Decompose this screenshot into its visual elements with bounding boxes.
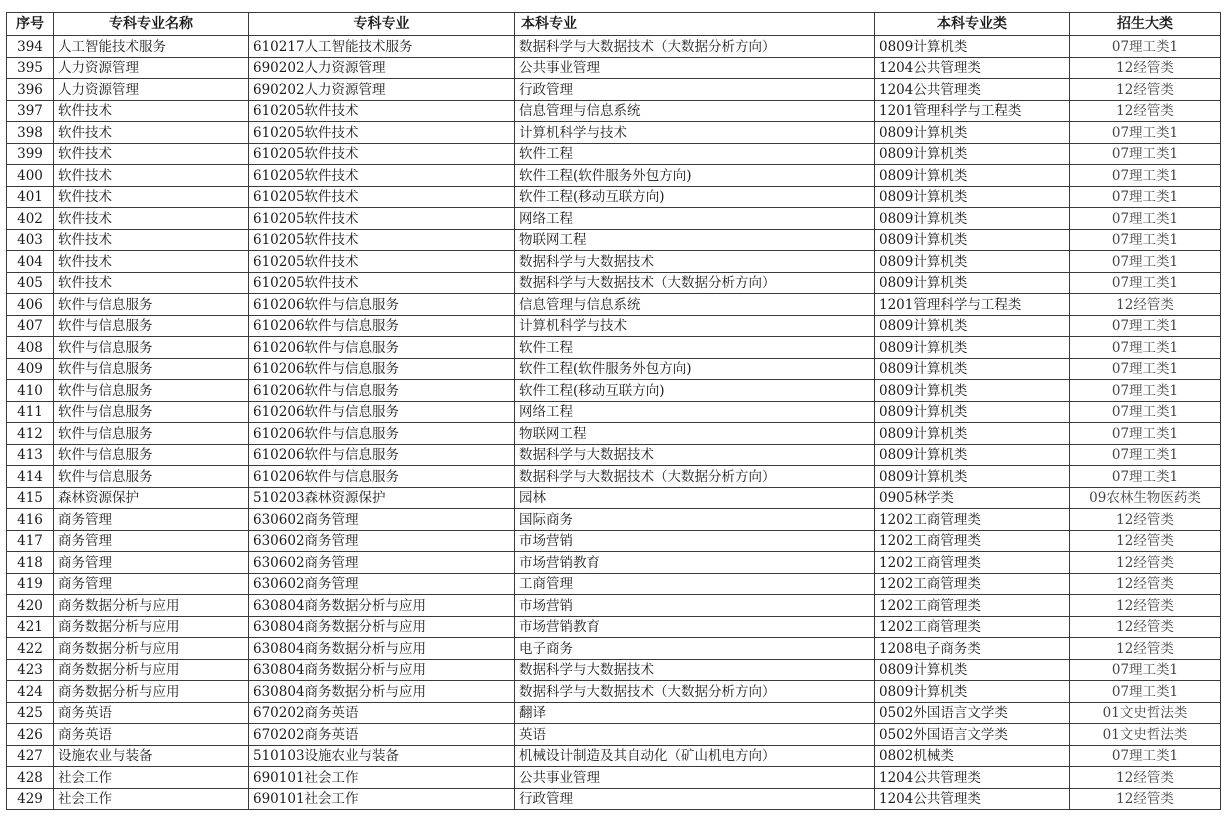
cell-category: 07理工类1 <box>1070 380 1221 402</box>
cell-benke-class: 0809计算机类 <box>875 251 1070 273</box>
cell-zhuanke-name: 设施农业与装备 <box>54 745 249 767</box>
cell-benke: 市场营销 <box>515 595 875 617</box>
cell-zhuanke: 610205软件技术 <box>249 100 515 122</box>
cell-benke-class: 0502外国语言文学类 <box>875 702 1070 724</box>
cell-zhuanke: 630804商务数据分析与应用 <box>249 659 515 681</box>
table-row <box>7 251 1221 273</box>
cell-zhuanke-name: 软件技术 <box>54 229 249 251</box>
table-row <box>7 315 1221 337</box>
cell-benke: 物联网工程 <box>515 229 875 251</box>
cell-seq: 421 <box>7 616 54 638</box>
cell-benke: 信息管理与信息系统 <box>515 100 875 122</box>
cell-zhuanke-name: 软件技术 <box>54 186 249 208</box>
cell-benke-class: 0809计算机类 <box>875 208 1070 230</box>
cell-seq: 427 <box>7 745 54 767</box>
cell-zhuanke: 670202商务英语 <box>249 724 515 746</box>
cell-zhuanke: 690202人力资源管理 <box>249 79 515 101</box>
cell-zhuanke: 610206软件与信息服务 <box>249 294 515 316</box>
table-row <box>7 745 1221 767</box>
cell-zhuanke-name: 软件与信息服务 <box>54 315 249 337</box>
cell-category: 07理工类1 <box>1070 423 1221 445</box>
cell-zhuanke-name: 商务数据分析与应用 <box>54 595 249 617</box>
cell-zhuanke: 630602商务管理 <box>249 509 515 531</box>
cell-benke: 数据科学与大数据技术（大数据分析方向） <box>515 466 875 488</box>
cell-category: 12经管类 <box>1070 530 1221 552</box>
table-row <box>7 401 1221 423</box>
cell-category: 07理工类1 <box>1070 444 1221 466</box>
table-row <box>7 122 1221 144</box>
table-row <box>7 573 1221 595</box>
cell-category: 07理工类1 <box>1070 186 1221 208</box>
cell-seq: 428 <box>7 767 54 789</box>
table-row <box>7 659 1221 681</box>
table-row <box>7 530 1221 552</box>
cell-category: 07理工类1 <box>1070 208 1221 230</box>
cell-benke-class: 0809计算机类 <box>875 337 1070 359</box>
cell-zhuanke-name: 人工智能技术服务 <box>54 36 249 58</box>
cell-category: 07理工类1 <box>1070 272 1221 294</box>
cell-zhuanke: 630804商务数据分析与应用 <box>249 681 515 703</box>
cell-seq: 426 <box>7 724 54 746</box>
cell-zhuanke: 610206软件与信息服务 <box>249 358 515 380</box>
cell-seq: 416 <box>7 509 54 531</box>
cell-zhuanke-name: 软件技术 <box>54 165 249 187</box>
cell-category: 01文史哲法类 <box>1070 724 1221 746</box>
cell-zhuanke-name: 软件与信息服务 <box>54 294 249 316</box>
cell-category: 07理工类1 <box>1070 745 1221 767</box>
cell-category: 12经管类 <box>1070 767 1221 789</box>
cell-benke: 市场营销教育 <box>515 616 875 638</box>
cell-benke: 公共事业管理 <box>515 57 875 79</box>
table-row <box>7 423 1221 445</box>
cell-category: 12经管类 <box>1070 509 1221 531</box>
table-header <box>7 13 1221 36</box>
cell-benke-class: 0809计算机类 <box>875 659 1070 681</box>
cell-benke: 行政管理 <box>515 79 875 101</box>
cell-zhuanke: 610206软件与信息服务 <box>249 380 515 402</box>
table-row <box>7 788 1221 810</box>
cell-benke: 计算机科学与技术 <box>515 315 875 337</box>
table-row <box>7 143 1221 165</box>
cell-zhuanke-name: 软件与信息服务 <box>54 358 249 380</box>
cell-zhuanke: 610205软件技术 <box>249 186 515 208</box>
cell-zhuanke: 610205软件技术 <box>249 208 515 230</box>
cell-zhuanke-name: 商务数据分析与应用 <box>54 681 249 703</box>
cell-zhuanke: 630804商务数据分析与应用 <box>249 595 515 617</box>
cell-benke: 软件工程(移动互联方向) <box>515 380 875 402</box>
table-row <box>7 509 1221 531</box>
cell-zhuanke-name: 人力资源管理 <box>54 79 249 101</box>
cell-zhuanke-name: 软件与信息服务 <box>54 380 249 402</box>
cell-benke: 园林 <box>515 487 875 509</box>
cell-seq: 396 <box>7 79 54 101</box>
cell-zhuanke: 690101社会工作 <box>249 767 515 789</box>
cell-category: 07理工类1 <box>1070 659 1221 681</box>
cell-zhuanke-name: 软件与信息服务 <box>54 401 249 423</box>
cell-benke-class: 0809计算机类 <box>875 380 1070 402</box>
cell-seq: 429 <box>7 788 54 810</box>
cell-zhuanke: 630602商务管理 <box>249 552 515 574</box>
cell-seq: 403 <box>7 229 54 251</box>
cell-seq: 394 <box>7 36 54 58</box>
cell-zhuanke-name: 软件技术 <box>54 100 249 122</box>
cell-zhuanke-name: 软件技术 <box>54 272 249 294</box>
table-row <box>7 595 1221 617</box>
cell-category: 07理工类1 <box>1070 143 1221 165</box>
cell-zhuanke: 610205软件技术 <box>249 229 515 251</box>
cell-zhuanke: 630602商务管理 <box>249 573 515 595</box>
cell-category: 12经管类 <box>1070 57 1221 79</box>
major-mapping-table <box>6 12 1221 810</box>
cell-seq: 398 <box>7 122 54 144</box>
cell-benke: 软件工程(软件服务外包方向) <box>515 358 875 380</box>
cell-zhuanke: 610206软件与信息服务 <box>249 337 515 359</box>
cell-zhuanke-name: 商务管理 <box>54 573 249 595</box>
document-page <box>6 12 1220 810</box>
header-benke: 本科专业 <box>515 13 875 36</box>
table-row <box>7 358 1221 380</box>
cell-zhuanke-name: 软件技术 <box>54 251 249 273</box>
cell-zhuanke-name: 商务数据分析与应用 <box>54 638 249 660</box>
cell-seq: 406 <box>7 294 54 316</box>
cell-benke: 数据科学与大数据技术 <box>515 251 875 273</box>
cell-benke: 国际商务 <box>515 509 875 531</box>
cell-zhuanke: 630804商务数据分析与应用 <box>249 638 515 660</box>
cell-benke: 数据科学与大数据技术（大数据分析方向） <box>515 36 875 58</box>
cell-category: 12经管类 <box>1070 100 1221 122</box>
cell-benke: 数据科学与大数据技术 <box>515 444 875 466</box>
table-row <box>7 767 1221 789</box>
cell-zhuanke: 690101社会工作 <box>249 788 515 810</box>
cell-seq: 413 <box>7 444 54 466</box>
cell-zhuanke-name: 软件与信息服务 <box>54 423 249 445</box>
cell-benke-class: 1202工商管理类 <box>875 509 1070 531</box>
cell-zhuanke-name: 软件技术 <box>54 208 249 230</box>
table-row <box>7 466 1221 488</box>
cell-zhuanke: 610206软件与信息服务 <box>249 423 515 445</box>
cell-benke: 数据科学与大数据技术（大数据分析方向） <box>515 272 875 294</box>
cell-seq: 423 <box>7 659 54 681</box>
cell-seq: 411 <box>7 401 54 423</box>
cell-benke-class: 0809计算机类 <box>875 423 1070 445</box>
cell-benke: 英语 <box>515 724 875 746</box>
cell-benke: 软件工程 <box>515 143 875 165</box>
cell-seq: 405 <box>7 272 54 294</box>
table-row <box>7 79 1221 101</box>
cell-benke-class: 0809计算机类 <box>875 165 1070 187</box>
cell-zhuanke: 690202人力资源管理 <box>249 57 515 79</box>
cell-seq: 402 <box>7 208 54 230</box>
cell-zhuanke: 610217人工智能技术服务 <box>249 36 515 58</box>
cell-seq: 400 <box>7 165 54 187</box>
table-row <box>7 380 1221 402</box>
cell-seq: 420 <box>7 595 54 617</box>
cell-zhuanke: 610206软件与信息服务 <box>249 444 515 466</box>
cell-category: 01文史哲法类 <box>1070 702 1221 724</box>
cell-zhuanke-name: 软件技术 <box>54 143 249 165</box>
cell-zhuanke-name: 商务管理 <box>54 509 249 531</box>
cell-benke: 软件工程(移动互联方向) <box>515 186 875 208</box>
cell-benke: 公共事业管理 <box>515 767 875 789</box>
cell-benke: 电子商务 <box>515 638 875 660</box>
cell-benke-class: 0905林学类 <box>875 487 1070 509</box>
cell-benke-class: 0802机械类 <box>875 745 1070 767</box>
cell-zhuanke: 510203森林资源保护 <box>249 487 515 509</box>
cell-seq: 399 <box>7 143 54 165</box>
cell-benke-class: 0809计算机类 <box>875 272 1070 294</box>
table-row <box>7 616 1221 638</box>
cell-seq: 407 <box>7 315 54 337</box>
cell-benke-class: 0809计算机类 <box>875 36 1070 58</box>
cell-benke-class: 1204公共管理类 <box>875 57 1070 79</box>
cell-category: 07理工类1 <box>1070 36 1221 58</box>
cell-benke-class: 0809计算机类 <box>875 122 1070 144</box>
table-row <box>7 724 1221 746</box>
table-row <box>7 208 1221 230</box>
cell-benke: 网络工程 <box>515 401 875 423</box>
cell-benke-class: 0502外国语言文学类 <box>875 724 1070 746</box>
cell-category: 12经管类 <box>1070 552 1221 574</box>
cell-category: 07理工类1 <box>1070 165 1221 187</box>
cell-benke: 市场营销 <box>515 530 875 552</box>
cell-zhuanke: 610205软件技术 <box>249 272 515 294</box>
cell-benke-class: 0809计算机类 <box>875 401 1070 423</box>
cell-category: 12经管类 <box>1070 294 1221 316</box>
cell-zhuanke: 610206软件与信息服务 <box>249 466 515 488</box>
cell-benke: 翻译 <box>515 702 875 724</box>
cell-benke-class: 0809计算机类 <box>875 466 1070 488</box>
cell-category: 12经管类 <box>1070 573 1221 595</box>
cell-category: 07理工类1 <box>1070 358 1221 380</box>
cell-zhuanke-name: 社会工作 <box>54 788 249 810</box>
cell-benke: 机械设计制造及其自动化（矿山机电方向） <box>515 745 875 767</box>
cell-category: 12经管类 <box>1070 595 1221 617</box>
cell-benke-class: 1202工商管理类 <box>875 552 1070 574</box>
cell-zhuanke-name: 人力资源管理 <box>54 57 249 79</box>
cell-benke-class: 0809计算机类 <box>875 444 1070 466</box>
table-row <box>7 487 1221 509</box>
cell-category: 12经管类 <box>1070 788 1221 810</box>
cell-zhuanke: 630602商务管理 <box>249 530 515 552</box>
cell-category: 07理工类1 <box>1070 681 1221 703</box>
cell-benke-class: 0809计算机类 <box>875 143 1070 165</box>
table-row <box>7 294 1221 316</box>
table-row <box>7 36 1221 58</box>
cell-seq: 419 <box>7 573 54 595</box>
cell-zhuanke-name: 森林资源保护 <box>54 487 249 509</box>
cell-benke: 市场营销教育 <box>515 552 875 574</box>
cell-benke: 数据科学与大数据技术（大数据分析方向） <box>515 681 875 703</box>
cell-benke: 网络工程 <box>515 208 875 230</box>
cell-benke-class: 1204公共管理类 <box>875 79 1070 101</box>
cell-seq: 397 <box>7 100 54 122</box>
cell-seq: 401 <box>7 186 54 208</box>
table-row <box>7 552 1221 574</box>
cell-benke: 软件工程 <box>515 337 875 359</box>
table-row <box>7 100 1221 122</box>
cell-benke-class: 0809计算机类 <box>875 229 1070 251</box>
table-row <box>7 444 1221 466</box>
cell-zhuanke: 610206软件与信息服务 <box>249 401 515 423</box>
table-row <box>7 186 1221 208</box>
header-zhuanke-name: 专科专业名称 <box>54 13 249 36</box>
cell-category: 12经管类 <box>1070 79 1221 101</box>
cell-category: 12经管类 <box>1070 638 1221 660</box>
table-row <box>7 702 1221 724</box>
cell-seq: 412 <box>7 423 54 445</box>
cell-zhuanke-name: 软件技术 <box>54 122 249 144</box>
header-benke-class: 本科专业类 <box>875 13 1070 36</box>
table-row <box>7 638 1221 660</box>
table-row <box>7 272 1221 294</box>
cell-seq: 415 <box>7 487 54 509</box>
table-row <box>7 165 1221 187</box>
cell-zhuanke: 610206软件与信息服务 <box>249 315 515 337</box>
cell-zhuanke: 610205软件技术 <box>249 251 515 273</box>
cell-benke: 工商管理 <box>515 573 875 595</box>
cell-benke-class: 1204公共管理类 <box>875 788 1070 810</box>
cell-zhuanke-name: 软件与信息服务 <box>54 444 249 466</box>
cell-category: 07理工类1 <box>1070 466 1221 488</box>
cell-seq: 404 <box>7 251 54 273</box>
cell-category: 07理工类1 <box>1070 337 1221 359</box>
cell-benke-class: 1202工商管理类 <box>875 573 1070 595</box>
cell-category: 07理工类1 <box>1070 122 1221 144</box>
header-category: 招生大类 <box>1070 13 1221 36</box>
cell-zhuanke: 630804商务数据分析与应用 <box>249 616 515 638</box>
header-zhuanke: 专科专业 <box>249 13 515 36</box>
cell-zhuanke-name: 商务数据分析与应用 <box>54 616 249 638</box>
header-row <box>7 13 1221 36</box>
cell-category: 07理工类1 <box>1070 251 1221 273</box>
cell-seq: 418 <box>7 552 54 574</box>
cell-benke: 软件工程(软件服务外包方向) <box>515 165 875 187</box>
table-row <box>7 229 1221 251</box>
cell-benke-class: 1201管理科学与工程类 <box>875 100 1070 122</box>
cell-benke-class: 0809计算机类 <box>875 681 1070 703</box>
header-seq: 序号 <box>7 13 54 36</box>
cell-benke: 物联网工程 <box>515 423 875 445</box>
cell-benke: 行政管理 <box>515 788 875 810</box>
cell-benke: 信息管理与信息系统 <box>515 294 875 316</box>
cell-category: 12经管类 <box>1070 616 1221 638</box>
table-body <box>7 36 1221 810</box>
cell-zhuanke-name: 商务管理 <box>54 552 249 574</box>
table-row <box>7 681 1221 703</box>
cell-category: 09农林生物医药类 <box>1070 487 1221 509</box>
cell-seq: 410 <box>7 380 54 402</box>
cell-benke-class: 1202工商管理类 <box>875 595 1070 617</box>
cell-seq: 395 <box>7 57 54 79</box>
cell-zhuanke-name: 社会工作 <box>54 767 249 789</box>
cell-zhuanke-name: 软件与信息服务 <box>54 337 249 359</box>
cell-seq: 409 <box>7 358 54 380</box>
cell-benke-class: 0809计算机类 <box>875 315 1070 337</box>
cell-seq: 425 <box>7 702 54 724</box>
cell-zhuanke: 510103设施农业与装备 <box>249 745 515 767</box>
cell-category: 07理工类1 <box>1070 229 1221 251</box>
cell-benke-class: 1208电子商务类 <box>875 638 1070 660</box>
cell-benke-class: 1201管理科学与工程类 <box>875 294 1070 316</box>
cell-benke: 计算机科学与技术 <box>515 122 875 144</box>
cell-seq: 424 <box>7 681 54 703</box>
cell-zhuanke-name: 软件与信息服务 <box>54 466 249 488</box>
cell-benke-class: 0809计算机类 <box>875 358 1070 380</box>
cell-seq: 408 <box>7 337 54 359</box>
table-row <box>7 337 1221 359</box>
cell-zhuanke: 670202商务英语 <box>249 702 515 724</box>
cell-seq: 422 <box>7 638 54 660</box>
cell-category: 07理工类1 <box>1070 401 1221 423</box>
cell-zhuanke-name: 商务英语 <box>54 702 249 724</box>
cell-seq: 414 <box>7 466 54 488</box>
cell-benke-class: 1202工商管理类 <box>875 530 1070 552</box>
cell-seq: 417 <box>7 530 54 552</box>
cell-zhuanke: 610205软件技术 <box>249 143 515 165</box>
cell-zhuanke-name: 商务英语 <box>54 724 249 746</box>
cell-benke-class: 0809计算机类 <box>875 186 1070 208</box>
cell-benke: 数据科学与大数据技术 <box>515 659 875 681</box>
cell-zhuanke-name: 商务数据分析与应用 <box>54 659 249 681</box>
cell-benke-class: 1202工商管理类 <box>875 616 1070 638</box>
cell-zhuanke: 610205软件技术 <box>249 122 515 144</box>
cell-benke-class: 1204公共管理类 <box>875 767 1070 789</box>
cell-zhuanke: 610205软件技术 <box>249 165 515 187</box>
cell-zhuanke-name: 商务管理 <box>54 530 249 552</box>
table-row <box>7 57 1221 79</box>
cell-category: 07理工类1 <box>1070 315 1221 337</box>
